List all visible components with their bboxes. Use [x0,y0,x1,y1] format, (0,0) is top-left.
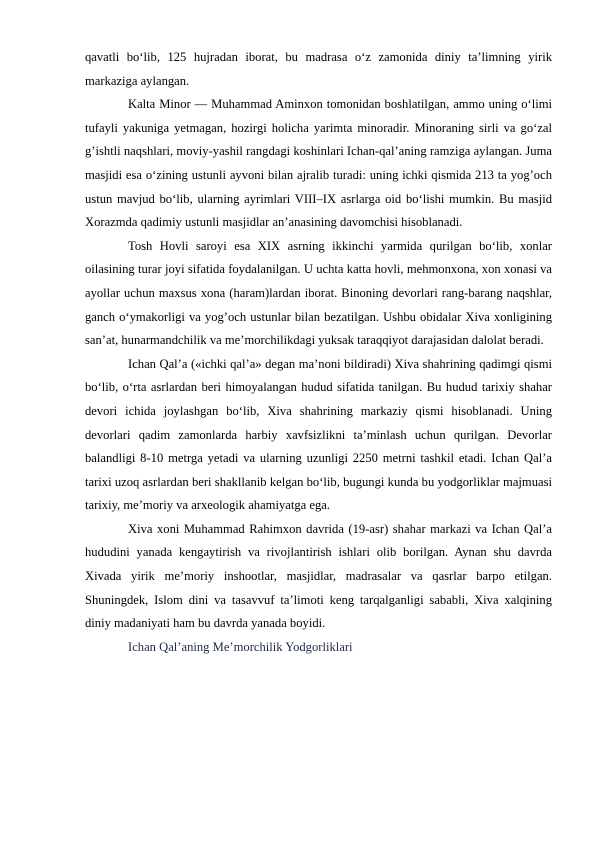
paragraph-muhammad-rahimxon: Xiva xoni Muhammad Rahimxon davrida (19-asr) shahar markazi va Ichan Qal’a hududini yanada kengaytirish va rivojlantirish ishlari olib borilgan. Aynan shu davrda Xivada yirik me’moriy inshootlar, masjidlar, madrasalar va qasrlar barpo etilgan. Shuningdek, Islom dini va tasavvuf ta’limoti keng tarqalganligi sababli, Xiva xalqining diniy madaniyati ham bu davrda yanada boyidi. [85,521,552,631]
paragraph-kalta-minor: Kalta Minor — Muhammad Aminxon tomonidan boshlatilgan, ammo uning o‘limi tufayli yakuniga yetmagan, hozirgi holicha yarimta minoradir. Minoraning sirli va go‘zal g’ishtli naqshlari, moviy-yashil rangdagi koshinlari Ichan-qal’aning ramziga aylangan. Juma masjidi esa o‘zining ustunli ayvoni bilan ajralib turadi: uning ichki qismida 213 ta yog’och ustun mavjud bo‘lib, ularning ayrimlari VIII–IX asrlarga oid bo‘lishi mumkin. Bu masjid Xorazmda qadimiy ustunli masjidlar an’anasining davomchisi hisoblanadi. [85,97,552,230]
paragraph-continuation: qavatli bo‘lib, 125 hujradan iborat, bu madrasa o‘z zamonida diniy ta’limning yirik markaziga aylangan. [85,50,552,88]
paragraph-ichan-qala: Ichan Qal’a («ichki qal’a» degan ma’noni bildiradi) Xiva shahrining qadimgi qismi bo‘lib, o‘rta asrlardan beri himoyalangan hudud sifatida tanilgan. Bu hudud tarixiy shahar devori ichida joylashgan bo‘lib, Xiva shahrining markaziy qismi hisoblanadi. Uning devorlari qadim zamonlarda harbiy xavfsizlikni ta’minlash uchun qurilgan. Devorlar balandligi 8-10 metrga yetadi va ularning uzunligi 2250 metrni tashkil etadi. Ichan Qal’a tarixi uzoq asrlardan beri shakllanib kelgan bo‘lib, bugungi kunda bu yodgorliklar majmuasi tarixiy, me’moriy va arxeologik ahamiyatga ega. [85,356,552,513]
paragraph-tosh-hovli: Tosh Hovli saroyi esa XIX asrning ikkinchi yarmida qurilgan bo‘lib, xonlar oilasining turar joyi sifatida foydalanilgan. U uchta katta hovli, mehmonxona, xon xonasi va ayollar uchun maxsus xona (haram)lardan iborat. Binoning devorlari rang-barang naqshlar, ganch o‘ymakorligi va yog’och ustunlar bilan bezatilgan. Ushbu obidalar Xiva xonligining san’at, hunarmandchilik va me’morchilikdagi yuksak taraqqiyot darajasidan dalolat beradi. [85,238,552,348]
document-page [85,46,552,659]
section-heading: Ichan Qal’aning Me’morchilik Yodgorliklari [128,639,353,654]
